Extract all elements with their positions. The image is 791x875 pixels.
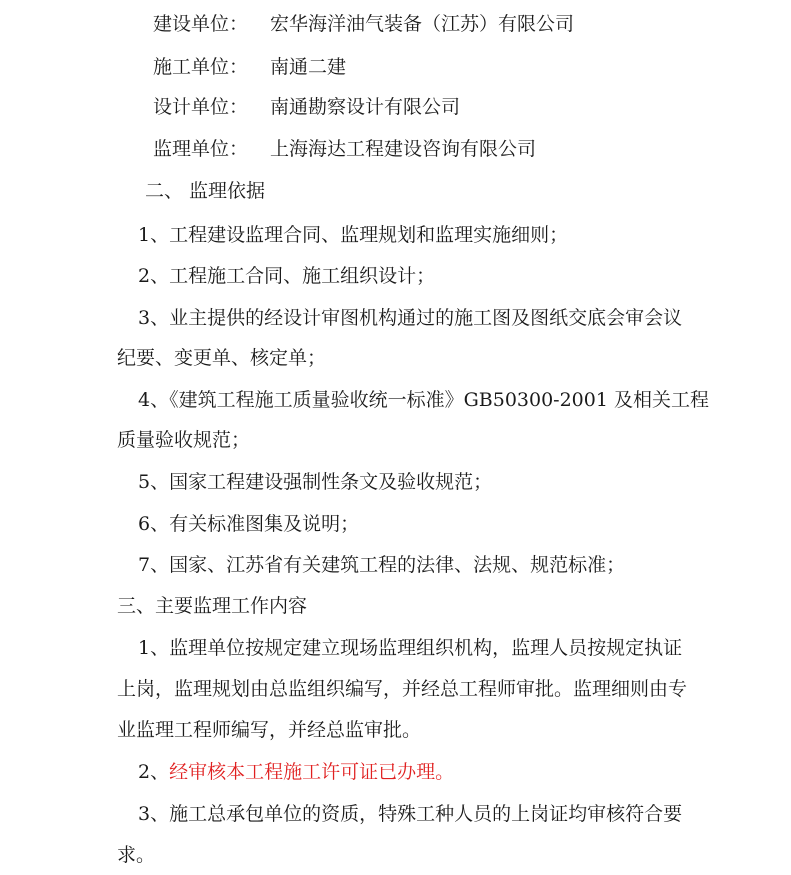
highlighted-text: 经审核本工程施工许可证已办理。 xyxy=(169,761,455,783)
section3-heading: 三、主要监理工作内容 xyxy=(117,595,308,617)
basis-item: 4、《建筑工程施工质量验收统一标准》GB50300-2001 及相关工程 xyxy=(138,389,709,411)
work-item: 3、施工总承包单位的资质，特殊工种人员的上岗证均审核符合要 xyxy=(138,803,683,825)
basis-item: 5、国家工程建设强制性条文及验收规范； xyxy=(138,471,493,493)
unit-label: 施工单位： xyxy=(153,56,249,78)
basis-item: 1、工程建设监理合同、监理规划和监理实施细则； xyxy=(138,224,569,246)
unit-value: 南通二建 xyxy=(270,56,347,78)
work-item-permit xyxy=(138,760,454,784)
work-item-continuation: 业监理工程师编写，并经总监审批。 xyxy=(117,719,422,741)
section2-heading: 二、 监理依据 xyxy=(145,180,266,202)
unit-label: 设计单位： xyxy=(153,96,249,118)
unit-value: 南通勘察设计有限公司 xyxy=(270,96,461,118)
basis-item: 2、工程施工合同、施工组织设计； xyxy=(138,265,436,287)
basis-item: 6、有关标准图集及说明； xyxy=(138,513,360,535)
basis-item: 7、国家、江苏省有关建筑工程的法律、法规、规范标准； xyxy=(138,554,626,576)
work-item-continuation: 上岗，监理规划由总监组织编写，并经总工程师审批。监理细则由专 xyxy=(117,678,688,700)
unit-label: 建设单位： xyxy=(153,13,249,35)
basis-item: 3、业主提供的经设计审图机构通过的施工图及图纸交底会审会议 xyxy=(138,307,683,329)
basis-item-continuation: 纪要、变更单、核定单； xyxy=(117,347,327,369)
work-item: 1、监理单位按规定建立现场监理组织机构，监理人员按规定执证 xyxy=(138,637,683,659)
basis-item-continuation: 质量验收规范； xyxy=(117,429,251,451)
unit-value: 上海海达工程建设咨询有限公司 xyxy=(270,138,537,160)
unit-label: 监理单位： xyxy=(153,138,249,160)
work-item-number: 2、 xyxy=(138,761,170,783)
work-item-continuation: 求。 xyxy=(117,844,156,866)
unit-value: 宏华海洋油气装备（江苏）有限公司 xyxy=(270,13,575,35)
